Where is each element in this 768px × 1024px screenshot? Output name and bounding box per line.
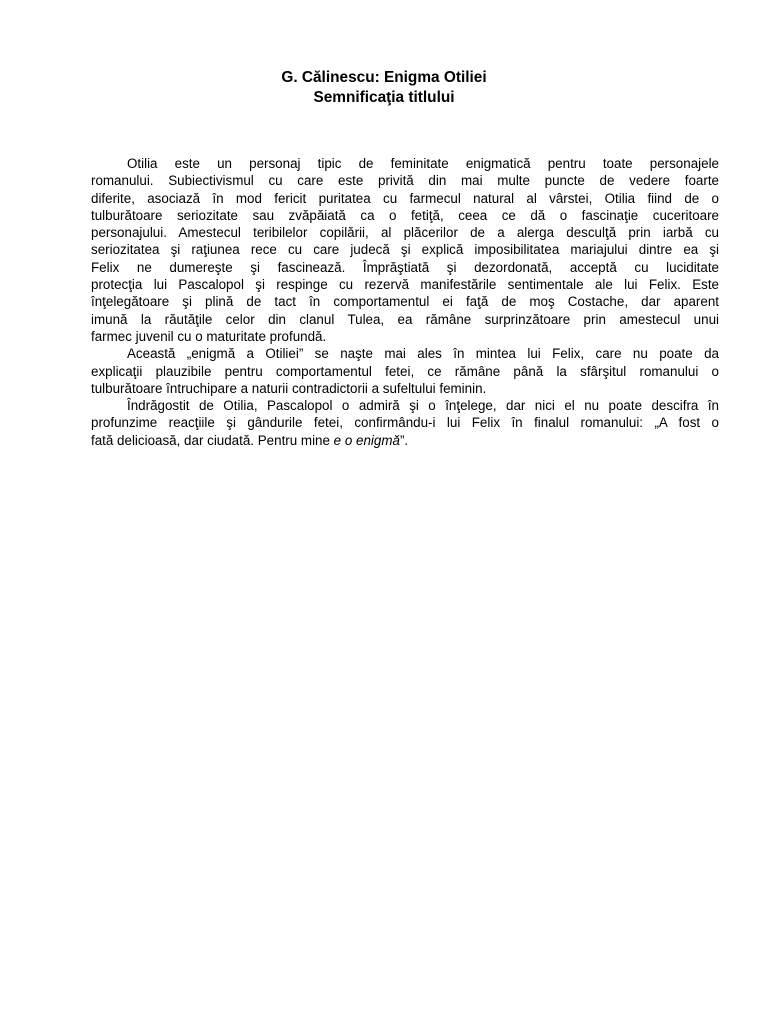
title-block (0, 68, 768, 108)
text-line: Felix ne dumereşte şi fascinează. Împrăştiată şi dezordonată, acceptă cu luciditate (91, 259, 719, 275)
enigma-emphasis: e o enigmă (333, 432, 400, 448)
final-line-closing: ”. (399, 432, 409, 448)
document-subtitle: Semnificaţia titlului (313, 89, 455, 106)
text-line: romanului. Subiectivismul cu care este privită din mai multe puncte de vedere foarte (91, 173, 719, 189)
document-title: G. Călinescu: Enigma Otiliei (281, 69, 487, 86)
text-line: Această „enigmă a Otiliei” se naşte mai ales în mintea lui Felix, care nu poate da (127, 346, 719, 362)
paragraph-1 (91, 155, 719, 345)
final-line-text: fată delicioasă, dar ciudată. Pentru mine (91, 432, 334, 448)
text-line-final (91, 432, 719, 449)
text-line: imună la răutăţile celor din clanul Tulea, ea rămâne surprinzătoare prin amestecul unui (91, 311, 719, 327)
text-line: tulburătoare seriozitate sau zvăpăiată ca o fetiţă, ceea ce dă o fascinaţie cuceritoare (91, 207, 719, 223)
text-line: seriozitatea şi raţiunea rece cu care judecă şi explică imposibilitatea mariajului dintre ea şi (91, 242, 719, 258)
paragraph-2 (91, 345, 719, 397)
text-line: personajului. Amestecul teribilelor copilării, al plăcerilor de a alerga desculţă prin iarbă cu (91, 225, 719, 241)
text-line: tulburătoare întruchipare a naturii contradictorii a sufeltului feminin. (91, 380, 487, 396)
text-line: Îndrăgostit de Otilia, Pascalopol o admiră şi o înţelege, dar nici el nu poate descifra în (127, 398, 719, 414)
text-line: profunzime reacţiile şi gândurile fetei, confirmându-i lui Felix în finalul romanului: „A fost o (91, 415, 719, 431)
text-line: diferite, asociază în mod fericit puritatea cu farmecul natural al vârstei, Otilia fiind de o (91, 190, 719, 206)
text-line: Otilia este un personaj tipic de feminitate enigmatică pentru toate personajele (127, 156, 719, 171)
text-line: înţelegătoare şi plină de tact în comportamentul ei faţă de moş Costache, dar aparent (91, 294, 719, 310)
paragraph-3 (91, 397, 719, 449)
text-line: explicaţii plauzibile pentru comportamentul fetei, ce rămâne până la sfârşitul romanului o (91, 363, 719, 379)
text-line: protecţia lui Pascalopol şi respinge cu rezervă manifestările sentimentale ale lui Felix. Este (91, 277, 719, 293)
text-line: farmec juvenil cu o maturitate profundă. (91, 328, 327, 344)
body-text (91, 155, 719, 449)
